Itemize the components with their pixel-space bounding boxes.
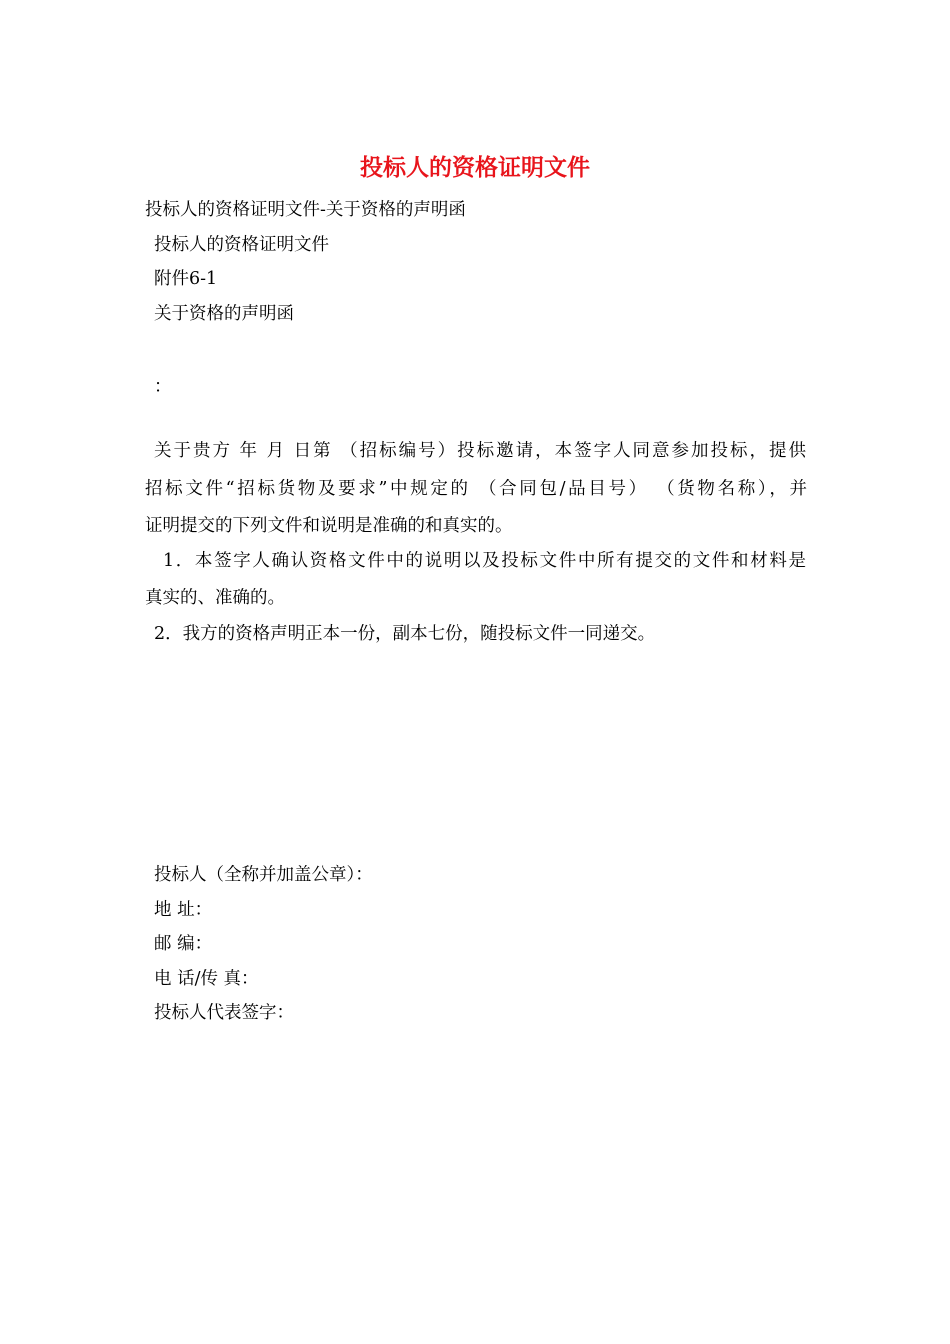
representative-signature-label: 投标人代表签字： <box>154 1003 294 1023</box>
letter-title: 关于资格的声明函 <box>154 304 294 324</box>
bidder-name-label: 投标人（全称并加盖公章）： <box>154 865 373 885</box>
list-item-1-continuation: 真实的、准确的。 <box>145 588 285 608</box>
phone-fax-label: 电 话/传 真： <box>154 969 259 989</box>
section-heading: 投标人的资格证明文件 <box>154 235 329 255</box>
document-title: 投标人的资格证明文件 <box>360 154 590 181</box>
list-item-2: 2．我方的资格声明正本一份，副本七份，随投标文件一同递交。 <box>154 624 656 644</box>
paragraph-line: 招标文件“招标货物及要求”中规定的 （合同包/品目号） （货物名称），并 <box>145 479 807 499</box>
document-subtitle: 投标人的资格证明文件-关于资格的声明函 <box>145 200 466 220</box>
paragraph-line: 关于贵方 年 月 日第 （招标编号）投标邀请，本签字人同意参加投标，提供 <box>154 441 806 461</box>
paragraph-line: 证明提交的下列文件和说明是准确的和真实的。 <box>145 516 513 536</box>
address-label: 地 址： <box>154 900 213 920</box>
salutation: ： <box>154 377 172 397</box>
attachment-number: 附件6-1 <box>154 269 218 289</box>
postcode-label: 邮 编： <box>154 934 213 954</box>
list-item-1: 1．本签字人确认资格文件中的说明以及投标文件中所有提交的文件和材料是 <box>163 551 806 571</box>
